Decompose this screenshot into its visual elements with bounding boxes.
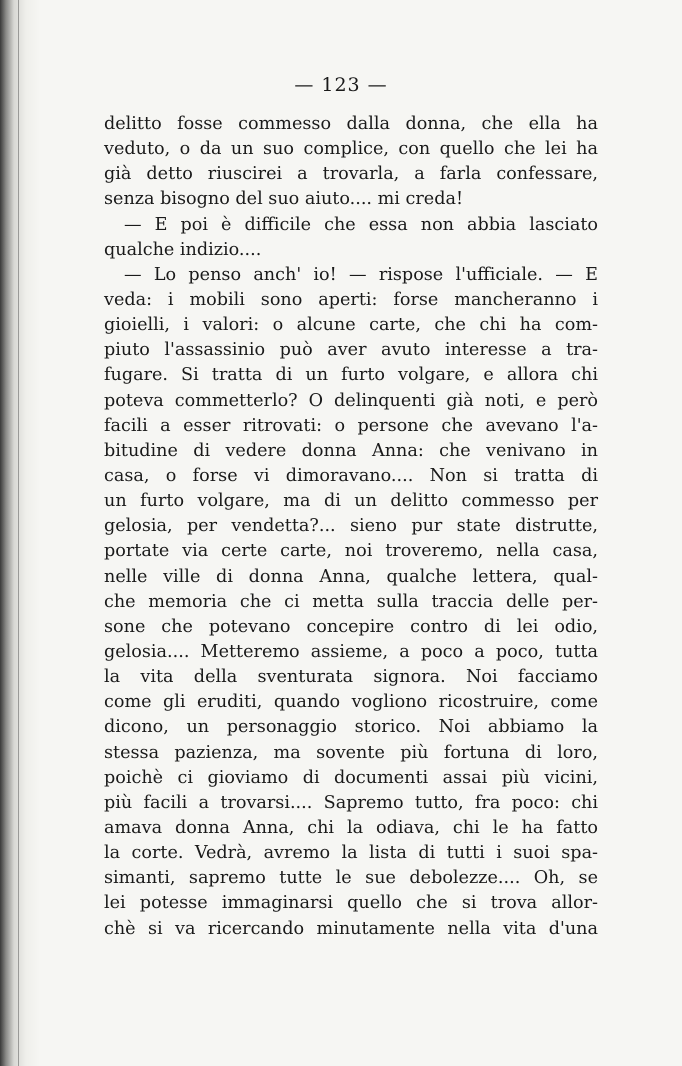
- page-number: — 123 —: [294, 74, 388, 96]
- text-line: chè si va ricercando minutamente nella vita d'una: [104, 918, 598, 939]
- text-line: qualche indizio....: [104, 239, 262, 260]
- text-line: gelosia.... Metteremo assieme, a poco a poco, tutta: [104, 641, 598, 662]
- body-text: [104, 112, 598, 942]
- text-line: un furto volgare, ma di un delitto commesso per: [104, 491, 598, 512]
- text-line: casa, o forse vi dimoravano.... Non si tratta di: [104, 465, 598, 486]
- text-line: bitudine di vedere donna Anna: che venivano in: [104, 440, 598, 461]
- page-gutter-shadow: [0, 0, 40, 1066]
- text-line: facili a esser ritrovati: o persone che avevano l'a-: [104, 415, 598, 436]
- text-line: senza bisogno del suo aiuto.... mi creda!: [104, 189, 464, 210]
- text-line: piuto l'assassinio può aver avuto interesse a tra-: [104, 340, 598, 361]
- text-line: come gli eruditi, quando vogliono ricostruire, come: [104, 692, 598, 713]
- text-line: che memoria che ci metta sulla traccia delle per-: [104, 591, 598, 612]
- text-line: già detto riuscirei a trovarla, a farla confessare,: [104, 164, 598, 185]
- text-line: gelosia, per vendetta?... sieno pur state distrutte,: [104, 516, 598, 537]
- page-edge-line: [18, 0, 19, 1066]
- text-line: fugare. Si tratta di un furto volgare, e allora chi: [104, 365, 598, 386]
- text-line: amava donna Anna, chi la odiava, chi le ha fatto: [104, 817, 598, 838]
- text-line: poichè ci gioviamo di documenti assai più vicini,: [104, 767, 598, 788]
- text-line: — Lo penso anch' io! — rispose l'ufficiale. — E: [124, 264, 598, 285]
- text-line: la vita della sventurata signora. Noi facciamo: [104, 667, 598, 688]
- text-line: sone che potevano concepire contro di lei odio,: [104, 616, 598, 637]
- text-line: portate via certe carte, noi troveremo, nella casa,: [104, 541, 598, 562]
- text-line: gioielli, i valori: o alcune carte, che chi ha com-: [104, 315, 598, 336]
- text-line: stessa pazienza, ma sovente più fortuna di loro,: [104, 742, 598, 763]
- text-line: poteva commetterlo? O delinquenti già noti, e però: [104, 390, 598, 411]
- text-line: veduto, o da un suo complice, con quello che lei ha: [104, 139, 598, 160]
- text-line: lei potesse immaginarsi quello che si trova allor-: [104, 893, 598, 914]
- text-line: veda: i mobili sono aperti: forse mancheranno i: [104, 289, 598, 310]
- text-line: — E poi è difficile che essa non abbia lasciato: [124, 214, 598, 235]
- text-line: più facili a trovarsi.... Sapremo tutto, fra poco: chi: [104, 792, 598, 813]
- text-line: dicono, un personaggio storico. Noi abbiamo la: [104, 717, 598, 738]
- text-line: la corte. Vedrà, avremo la lista di tutti i suoi spa-: [104, 843, 598, 864]
- text-line: delitto fosse commesso dalla donna, che ella ha: [104, 114, 598, 134]
- text-line: simanti, sapremo tutte le sue debolezze.... Oh, se: [104, 868, 598, 889]
- text-line: nelle ville di donna Anna, qualche lettera, qual-: [104, 566, 598, 587]
